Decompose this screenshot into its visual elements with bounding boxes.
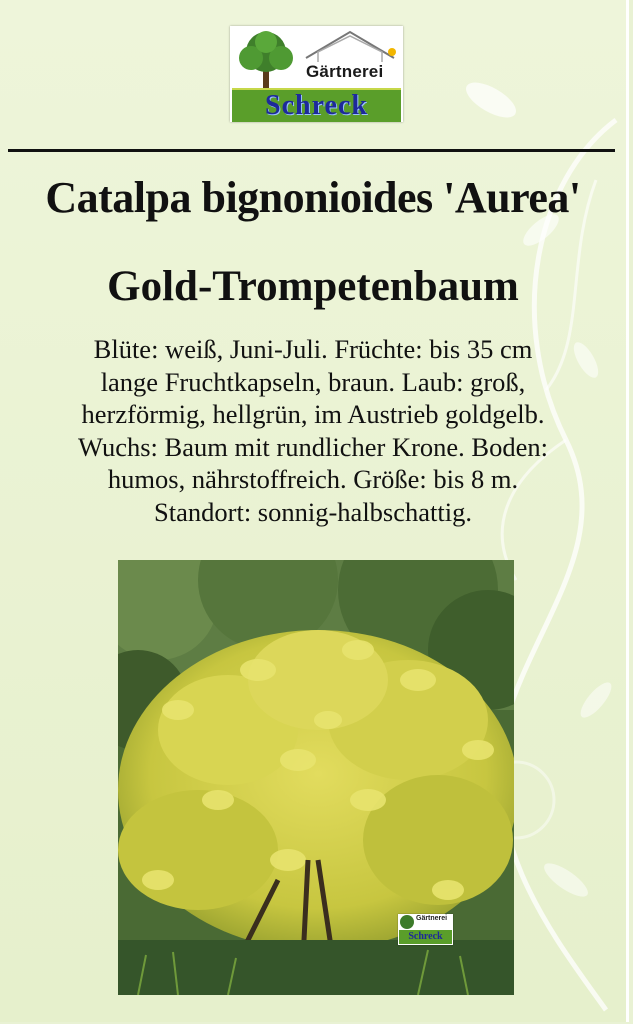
- logo-band: [232, 88, 401, 122]
- tree-icon: [400, 915, 414, 929]
- tree-icon: [233, 30, 299, 90]
- photo-watermark-logo: [398, 914, 453, 945]
- description-line: Standort: sonnig-halbschattig.: [154, 496, 472, 527]
- description: [10, 333, 616, 528]
- description-line: Wuchs: Baum mit rundlicher Krone. Boden:: [78, 431, 548, 462]
- latin-name: Catalpa bignonioides 'Aurea': [45, 173, 581, 222]
- description-line: lange Fruchtkapseln, braun. Laub: groß,: [100, 366, 526, 397]
- description-line: herzförmig, hellgrün, im Austrieb goldgelb.: [81, 399, 545, 429]
- plant-photo: [118, 560, 514, 995]
- description-line: humos, nährstoffreich. Größe: bis 8 m.: [107, 464, 519, 494]
- photo-illustration: [118, 560, 514, 995]
- description-line: Blüte: weiß, Juni-Juli. Früchte: bis 35 cm: [93, 334, 533, 364]
- divider: [8, 149, 615, 152]
- logo-top-word: Gärtnerei: [306, 62, 384, 81]
- watermark-brand: Schreck: [399, 930, 452, 944]
- watermark-top-word: Gärtnerei: [416, 915, 448, 922]
- nursery-logo: [230, 26, 403, 122]
- common-name: Gold-Trompetenbaum: [107, 263, 519, 310]
- logo-brand: Schreck: [265, 90, 368, 121]
